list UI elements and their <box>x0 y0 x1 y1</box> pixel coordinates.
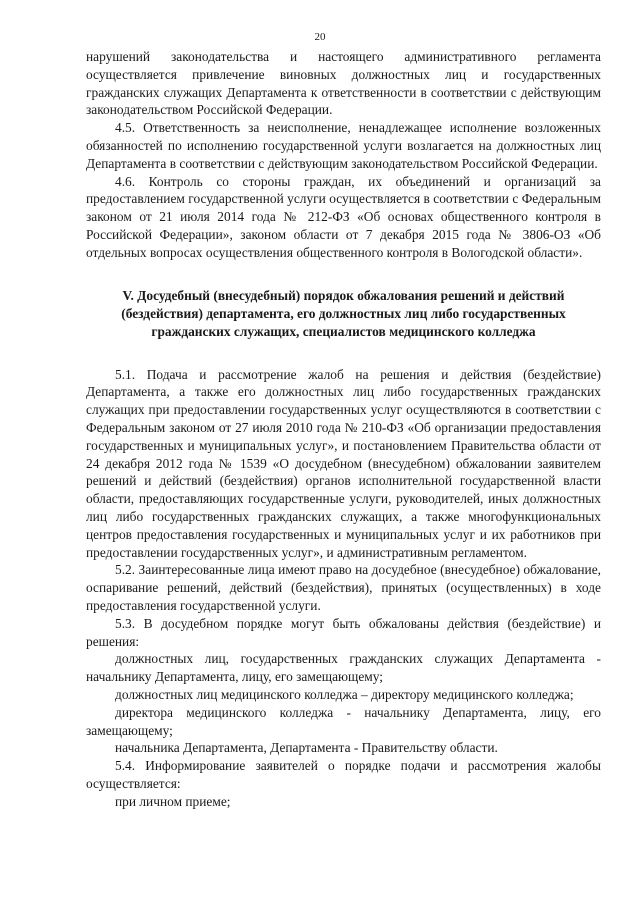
section-heading-line: гражданских служащих, специалистов медицинского колледжа <box>151 323 536 339</box>
paragraph-4-5: 4.5. Ответственность за неисполнение, ненадлежащее исполнение возложенных обязанностей по исполнению государственной услуги возлагается на должностных лиц Департамента в соответствии с действующим законодательством Российской Федерации. <box>86 120 601 171</box>
list-item: должностных лиц, государственных гражданских служащих Департамента - начальнику Департамента, лицу, его замещающему; <box>86 651 601 685</box>
list-item: директора медицинского колледжа - начальнику Департамента, лицу, его замещающему; <box>86 704 601 738</box>
paragraph-5-4: 5.4. Информирование заявителей о порядке подачи и рассмотрения жалобы осуществляется: <box>86 758 601 791</box>
paragraph-5-1: 5.1. Подача и рассмотрение жалоб на решения и действия (бездействие) Департамента, а также его должностных лиц либо государственных гражданских служащих при предоставлении государственных услуг осуществляются в соответствии с Федеральным законом от 27 июля 2010 года № 210-ФЗ «Об организации предоставления государственных и муниципальных услуг», и постановлением Правительства области от 24 декабря 2012 года № 1539 «О досудебном (внесудебном) обжаловании заявителем решений и действий (бездействия) органов исполнительной государственной власти области, предоставляющих государственные услуги, руководителей, иных должностных лиц либо государственных гражданских служащих, а также многофункциональных центров предоставления государственных и муниципальных услуг и их работников при предоставлении государственных услуг», и административным регламентом. <box>86 366 601 560</box>
section-heading <box>86 287 601 341</box>
section-heading-line: V. Досудебный (внесудебный) порядок обжалования решений и действий <box>122 287 565 303</box>
page-number: 20 <box>314 31 326 43</box>
paragraph-intro: нарушений законодательства и настоящего административного регламента осуществляется привлечение виновных должностных лиц и государственных гражданских служащих Департамента к ответственности в соответствии с действующим законодательством Российской Федерации. <box>86 49 601 118</box>
document-body <box>86 48 601 810</box>
list-item: должностных лиц медицинского колледжа – директору медицинского колледжа; <box>115 686 574 702</box>
paragraph-5-3: 5.3. В досудебном порядке могут быть обжалованы действия (бездействие) и решения: <box>86 615 601 649</box>
list-item: при личном приеме; <box>115 793 231 809</box>
section-heading-line: (бездействия) департамента, его должностных лиц либо государственных <box>121 305 566 321</box>
paragraph-5-2: 5.2. Заинтересованные лица имеют право на досудебное (внесудебное) обжалование, оспаривание решений, действий (бездействия), принятых (осуществленных) в ходе предоставления государственной услуги. <box>86 562 601 613</box>
paragraph-4-6: 4.6. Контроль со стороны граждан, их объединений и организаций за предоставлением государственной услуги осуществляется в соответствии с Федеральным законом от 21 июля 2014 года № 212-ФЗ «Об основах общественного контроля в Российской Федерации», законом области от 7 декабря 2015 года № 3806-ОЗ «Об отдельных вопросах осуществления общественного контроля в Вологодской области». <box>86 173 601 260</box>
list-item: начальника Департамента, Департамента - Правительству области. <box>115 740 498 756</box>
